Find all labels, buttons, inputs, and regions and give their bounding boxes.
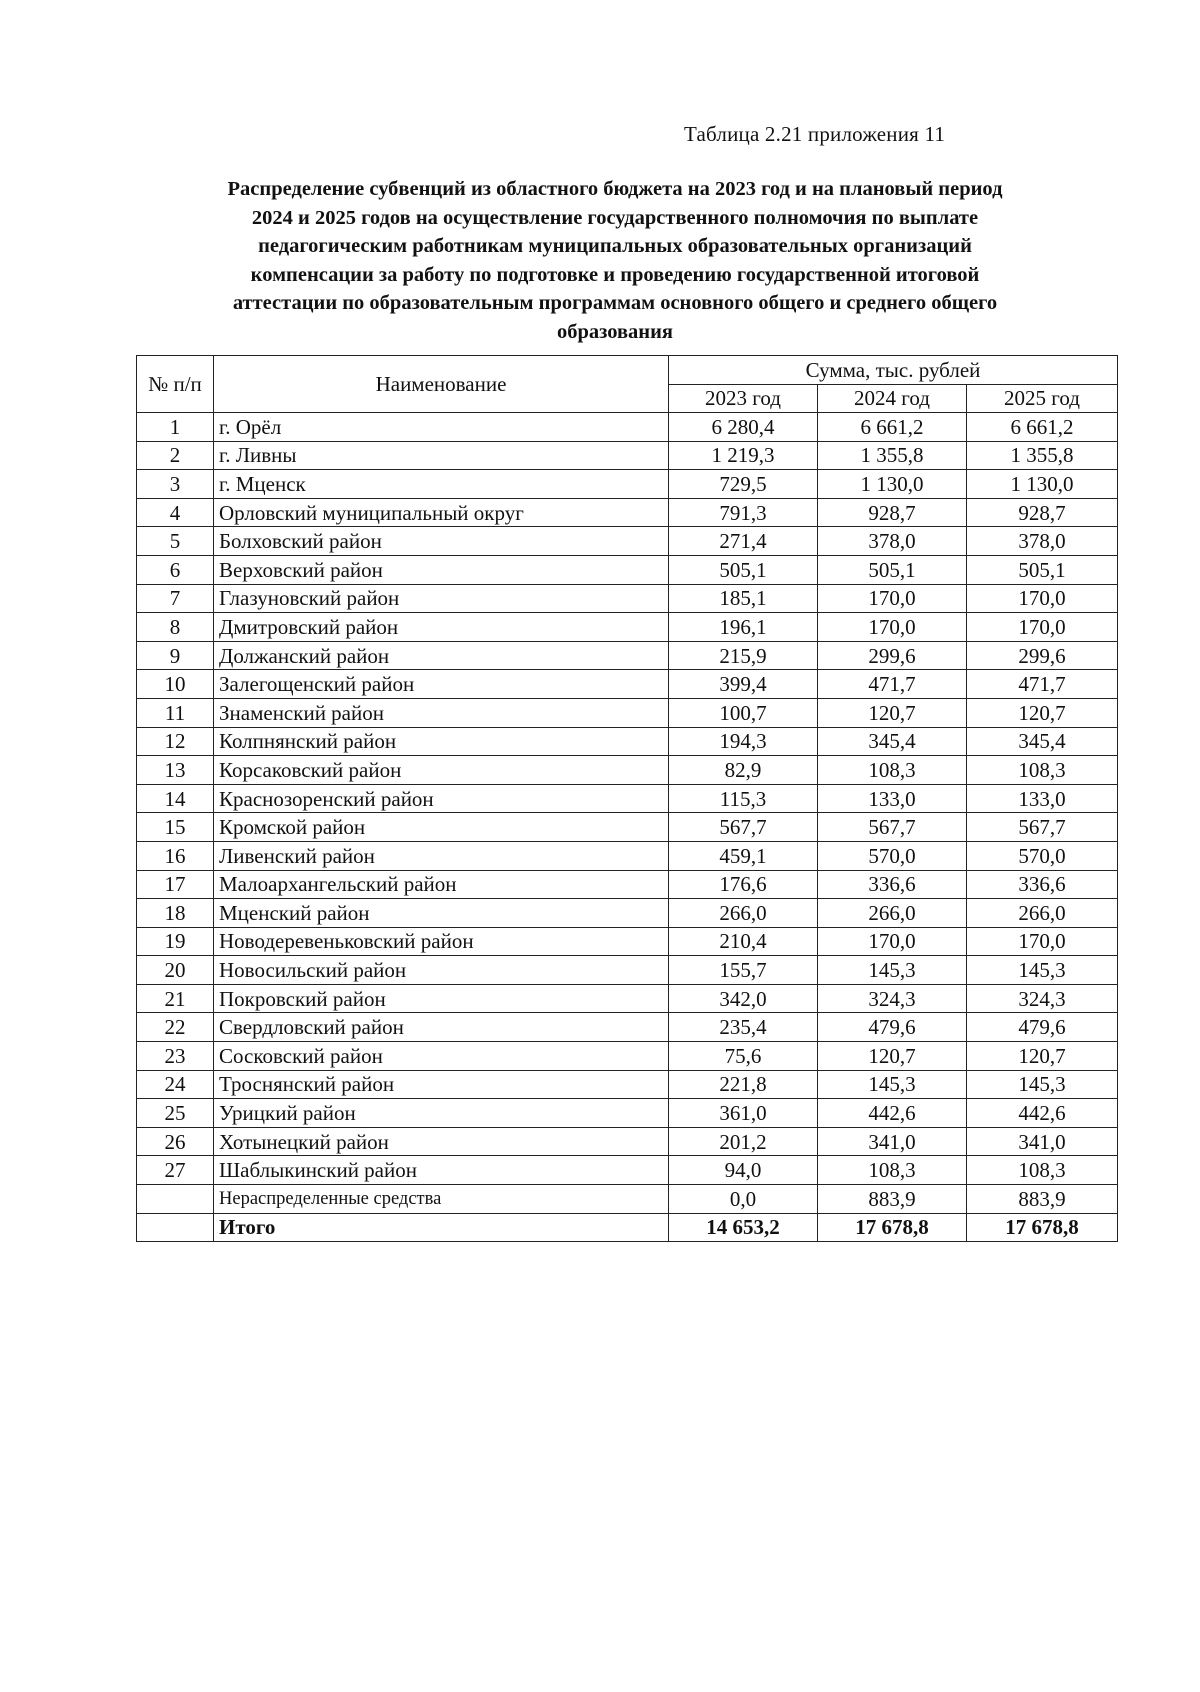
value-2025: 6 661,2 bbox=[967, 413, 1118, 442]
title-line: Распределение субвенций из областного бюджета на 2023 год и на плановый период bbox=[227, 178, 1003, 200]
row-num: 26 bbox=[137, 1127, 214, 1156]
table-row bbox=[137, 641, 1118, 670]
value-2023: 201,2 bbox=[669, 1127, 818, 1156]
title-line: педагогическим работникам муниципальных образовательных организаций bbox=[258, 235, 972, 258]
value-2023: 115,3 bbox=[669, 784, 818, 813]
value-2025: 378,0 bbox=[967, 527, 1118, 556]
value-2023: 567,7 bbox=[669, 813, 818, 842]
table-row bbox=[137, 956, 1118, 985]
row-name: Малоархангельский район bbox=[214, 870, 669, 899]
value-2023: 505,1 bbox=[669, 555, 818, 584]
row-name: Корсаковский район bbox=[214, 756, 669, 785]
value-2024: 336,6 bbox=[818, 870, 967, 899]
value-2023: 194,3 bbox=[669, 727, 818, 756]
table-row bbox=[137, 899, 1118, 928]
value-2023: 459,1 bbox=[669, 841, 818, 870]
table-row bbox=[137, 470, 1118, 499]
value-2023: 196,1 bbox=[669, 613, 818, 642]
value-2023: 221,8 bbox=[669, 1070, 818, 1099]
value-2024: 1 130,0 bbox=[818, 470, 967, 499]
value-2025: 567,7 bbox=[967, 813, 1118, 842]
value-2024: 471,7 bbox=[818, 670, 967, 699]
row-num: 14 bbox=[137, 784, 214, 813]
value-2024: 120,7 bbox=[818, 1042, 967, 1071]
value-2025: 145,3 bbox=[967, 956, 1118, 985]
row-num: 27 bbox=[137, 1156, 214, 1185]
value-2023: 0,0 bbox=[669, 1185, 818, 1214]
row-name: Хотынецкий район bbox=[214, 1127, 669, 1156]
table-row bbox=[137, 727, 1118, 756]
value-2025: 442,6 bbox=[967, 1099, 1118, 1128]
value-2023: 155,7 bbox=[669, 956, 818, 985]
table-body bbox=[137, 413, 1118, 1242]
value-2023: 75,6 bbox=[669, 1042, 818, 1071]
table-row bbox=[137, 498, 1118, 527]
row-num: 19 bbox=[137, 927, 214, 956]
row-num bbox=[137, 1185, 214, 1214]
row-num: 12 bbox=[137, 727, 214, 756]
value-2025: 324,3 bbox=[967, 984, 1118, 1013]
row-name: Дмитровский район bbox=[214, 613, 669, 642]
table-row bbox=[137, 1070, 1118, 1099]
table-row bbox=[137, 527, 1118, 556]
row-num: 16 bbox=[137, 841, 214, 870]
table-row bbox=[137, 1156, 1118, 1185]
row-num: 23 bbox=[137, 1042, 214, 1071]
row-num: 10 bbox=[137, 670, 214, 699]
table-row bbox=[137, 841, 1118, 870]
value-2025: 170,0 bbox=[967, 613, 1118, 642]
row-name: Залегощенский район bbox=[214, 670, 669, 699]
value-2025: 471,7 bbox=[967, 670, 1118, 699]
value-2024: 1 355,8 bbox=[818, 441, 967, 470]
row-name: Болховский район bbox=[214, 527, 669, 556]
title-line: 2024 и 2025 годов на осуществление государственного полномочия по выплате bbox=[251, 206, 979, 229]
table-row bbox=[137, 555, 1118, 584]
value-2025: 133,0 bbox=[967, 784, 1118, 813]
value-2023: 185,1 bbox=[669, 584, 818, 613]
value-2024: 341,0 bbox=[818, 1127, 967, 1156]
value-2024: 108,3 bbox=[818, 756, 967, 785]
value-2023: 342,0 bbox=[669, 984, 818, 1013]
row-num: 24 bbox=[137, 1070, 214, 1099]
table-row bbox=[137, 698, 1118, 727]
row-name: Шаблыкинский район bbox=[214, 1156, 669, 1185]
value-2023: 215,9 bbox=[669, 641, 818, 670]
value-2025: 120,7 bbox=[967, 1042, 1118, 1071]
row-num: 2 bbox=[137, 441, 214, 470]
row-name: г. Орёл bbox=[214, 413, 669, 442]
row-num: 15 bbox=[137, 813, 214, 842]
value-2025: 108,3 bbox=[967, 1156, 1118, 1185]
value-2023: 210,4 bbox=[669, 927, 818, 956]
header-year-2023: 2023 год bbox=[669, 384, 818, 413]
title-line: аттестации по образовательным программам основного общего и среднего общего bbox=[232, 292, 998, 315]
row-name: Новосильский район bbox=[214, 956, 669, 985]
value-2023: 271,4 bbox=[669, 527, 818, 556]
value-2024: 299,6 bbox=[818, 641, 967, 670]
row-num: 21 bbox=[137, 984, 214, 1013]
value-2025: 336,6 bbox=[967, 870, 1118, 899]
title-line: компенсации за работу по подготовке и проведению государственной итоговой bbox=[250, 263, 980, 286]
table-row bbox=[137, 813, 1118, 842]
value-2023: 361,0 bbox=[669, 1099, 818, 1128]
value-2023: 399,4 bbox=[669, 670, 818, 699]
table-row bbox=[137, 756, 1118, 785]
value-2025: 17 678,8 bbox=[967, 1213, 1118, 1242]
row-num: 11 bbox=[137, 698, 214, 727]
value-2025: 345,4 bbox=[967, 727, 1118, 756]
value-2024: 479,6 bbox=[818, 1013, 967, 1042]
table-row bbox=[137, 1013, 1118, 1042]
row-num: 4 bbox=[137, 498, 214, 527]
row-name: Покровский район bbox=[214, 984, 669, 1013]
value-2025: 570,0 bbox=[967, 841, 1118, 870]
value-2025: 1 130,0 bbox=[967, 470, 1118, 499]
header-year-2024: 2024 год bbox=[818, 384, 967, 413]
title-line: образования bbox=[556, 320, 674, 343]
value-2025: 170,0 bbox=[967, 927, 1118, 956]
value-2023: 14 653,2 bbox=[669, 1213, 818, 1242]
row-num: 9 bbox=[137, 641, 214, 670]
value-2023: 94,0 bbox=[669, 1156, 818, 1185]
table-row bbox=[137, 1127, 1118, 1156]
value-2024: 170,0 bbox=[818, 584, 967, 613]
value-2024: 567,7 bbox=[818, 813, 967, 842]
value-2024: 170,0 bbox=[818, 613, 967, 642]
value-2024: 133,0 bbox=[818, 784, 967, 813]
row-num: 17 bbox=[137, 870, 214, 899]
subvention-table bbox=[136, 355, 1118, 1242]
value-2024: 145,3 bbox=[818, 1070, 967, 1099]
row-num: 6 bbox=[137, 555, 214, 584]
value-2025: 479,6 bbox=[967, 1013, 1118, 1042]
value-2025: 505,1 bbox=[967, 555, 1118, 584]
table-row bbox=[137, 1099, 1118, 1128]
value-2024: 324,3 bbox=[818, 984, 967, 1013]
value-2023: 1 219,3 bbox=[669, 441, 818, 470]
header-name: Наименование bbox=[214, 356, 669, 413]
table-header bbox=[137, 356, 1118, 413]
table-row-total bbox=[137, 1213, 1118, 1242]
row-num: 8 bbox=[137, 613, 214, 642]
row-num: 13 bbox=[137, 756, 214, 785]
table-row bbox=[137, 1042, 1118, 1071]
table-row-unallocated bbox=[137, 1185, 1118, 1214]
row-name: Ливенский район bbox=[214, 841, 669, 870]
value-2024: 120,7 bbox=[818, 698, 967, 727]
table-row bbox=[137, 441, 1118, 470]
row-name: Урицкий район bbox=[214, 1099, 669, 1128]
value-2024: 145,3 bbox=[818, 956, 967, 985]
row-name: г. Мценск bbox=[214, 470, 669, 499]
value-2025: 1 355,8 bbox=[967, 441, 1118, 470]
value-2024: 378,0 bbox=[818, 527, 967, 556]
table-caption: Таблица 2.21 приложения 11 bbox=[684, 122, 946, 146]
value-2025: 170,0 bbox=[967, 584, 1118, 613]
header-num: № п/п bbox=[137, 356, 214, 413]
table-row bbox=[137, 413, 1118, 442]
value-2024: 345,4 bbox=[818, 727, 967, 756]
value-2023: 791,3 bbox=[669, 498, 818, 527]
row-name: Краснозоренский район bbox=[214, 784, 669, 813]
row-num bbox=[137, 1213, 214, 1242]
value-2024: 108,3 bbox=[818, 1156, 967, 1185]
row-name: Кромской район bbox=[214, 813, 669, 842]
row-name: Верховский район bbox=[214, 555, 669, 584]
value-2025: 266,0 bbox=[967, 899, 1118, 928]
value-2023: 266,0 bbox=[669, 899, 818, 928]
row-num: 25 bbox=[137, 1099, 214, 1128]
row-num: 5 bbox=[137, 527, 214, 556]
table-row bbox=[137, 870, 1118, 899]
row-name: г. Ливны bbox=[214, 441, 669, 470]
value-2025: 145,3 bbox=[967, 1070, 1118, 1099]
table-row bbox=[137, 927, 1118, 956]
value-2024: 6 661,2 bbox=[818, 413, 967, 442]
value-2023: 6 280,4 bbox=[669, 413, 818, 442]
row-name: Знаменский район bbox=[214, 698, 669, 727]
header-sum: Сумма, тыс. рублей bbox=[669, 356, 1118, 385]
row-name: Орловский муниципальный округ bbox=[214, 498, 669, 527]
table-row bbox=[137, 613, 1118, 642]
value-2023: 729,5 bbox=[669, 470, 818, 499]
value-2024: 505,1 bbox=[818, 555, 967, 584]
row-name: Сосковский район bbox=[214, 1042, 669, 1071]
value-2025: 120,7 bbox=[967, 698, 1118, 727]
row-num: 7 bbox=[137, 584, 214, 613]
row-name: Глазуновский район bbox=[214, 584, 669, 613]
header-year-2025: 2025 год bbox=[967, 384, 1118, 413]
row-name: Троснянский район bbox=[214, 1070, 669, 1099]
value-2025: 883,9 bbox=[967, 1185, 1118, 1214]
value-2024: 570,0 bbox=[818, 841, 967, 870]
row-name: Мценский район bbox=[214, 899, 669, 928]
value-2025: 341,0 bbox=[967, 1127, 1118, 1156]
row-name: Колпнянский район bbox=[214, 727, 669, 756]
value-2024: 266,0 bbox=[818, 899, 967, 928]
row-name: Нераспределенные средства bbox=[214, 1185, 669, 1214]
row-name: Должанский район bbox=[214, 641, 669, 670]
row-name: Итого bbox=[214, 1213, 669, 1242]
value-2024: 928,7 bbox=[818, 498, 967, 527]
row-num: 20 bbox=[137, 956, 214, 985]
row-name: Новодеревеньковский район bbox=[214, 927, 669, 956]
value-2024: 883,9 bbox=[818, 1185, 967, 1214]
value-2024: 17 678,8 bbox=[818, 1213, 967, 1242]
value-2023: 176,6 bbox=[669, 870, 818, 899]
row-num: 22 bbox=[137, 1013, 214, 1042]
value-2024: 442,6 bbox=[818, 1099, 967, 1128]
row-num: 1 bbox=[137, 413, 214, 442]
value-2024: 170,0 bbox=[818, 927, 967, 956]
table-row bbox=[137, 984, 1118, 1013]
table-row bbox=[137, 670, 1118, 699]
document-title bbox=[150, 175, 1080, 347]
value-2025: 108,3 bbox=[967, 756, 1118, 785]
value-2023: 100,7 bbox=[669, 698, 818, 727]
value-2025: 928,7 bbox=[967, 498, 1118, 527]
row-num: 18 bbox=[137, 899, 214, 928]
value-2023: 82,9 bbox=[669, 756, 818, 785]
row-num: 3 bbox=[137, 470, 214, 499]
table-row bbox=[137, 784, 1118, 813]
value-2025: 299,6 bbox=[967, 641, 1118, 670]
table-row bbox=[137, 584, 1118, 613]
row-name: Свердловский район bbox=[214, 1013, 669, 1042]
value-2023: 235,4 bbox=[669, 1013, 818, 1042]
